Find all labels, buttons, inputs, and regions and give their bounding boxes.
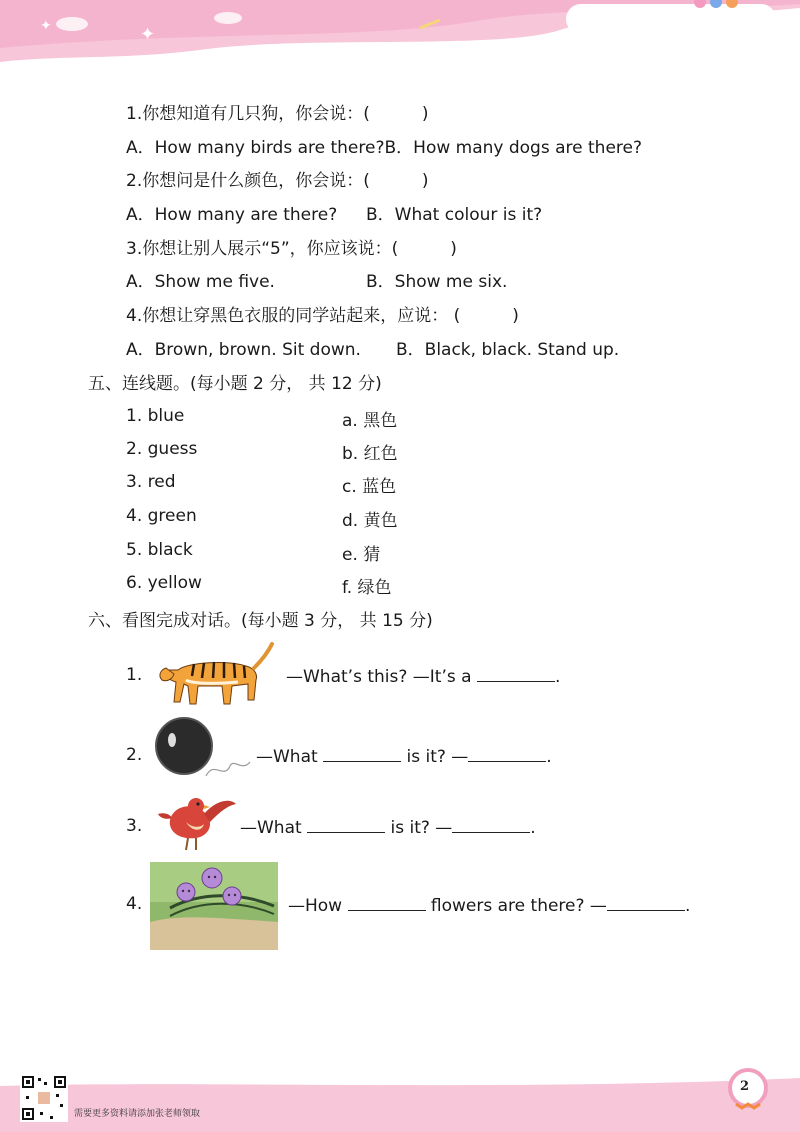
question-3-option-b: B．Show me six. — [366, 272, 508, 292]
red-bird-picture-icon — [156, 792, 238, 854]
item-1-number: 1. — [126, 665, 143, 685]
tiger-picture-icon — [158, 640, 276, 712]
option-a: A．How many are there? — [126, 205, 338, 225]
match-left-item: 4. green — [126, 506, 197, 526]
answer-blank[interactable] — [468, 745, 546, 762]
match-right-item: e. 猜 — [342, 545, 381, 565]
question-2-stem: 2.你想问是什么颜色，你会说：( ) — [126, 171, 429, 191]
question-3-option-a: A．Show me five. — [126, 272, 275, 292]
answer-blank[interactable] — [307, 816, 385, 833]
match-left-item: 1. blue — [126, 406, 185, 426]
black-ball-picture-icon — [154, 716, 254, 782]
question-1-stem: 1.你想知道有几只狗，你会说：( ) — [126, 104, 429, 124]
svg-text:✦: ✦ — [40, 18, 52, 34]
question-2-option-b: B．What colour is it? — [366, 205, 543, 225]
item-2-number: 2. — [126, 745, 143, 765]
section-6-title: 六、看图完成对话。(每小题 3 分， 共 15 分) — [88, 611, 433, 631]
answer-blank[interactable] — [477, 665, 555, 682]
item-1-sentence: —What’s this? —It’s a . — [286, 667, 561, 687]
item-2-sentence: —What is it? — . — [256, 747, 552, 767]
flowers-picture-icon — [150, 862, 278, 950]
question-3-stem: 3.你想让别人展示“5”，你应该说：( ) — [126, 239, 457, 259]
answer-blank[interactable] — [323, 745, 401, 762]
question-1-options — [126, 136, 642, 160]
svg-text:✦: ✦ — [140, 24, 156, 45]
match-left-item: 6. yellow — [126, 573, 202, 593]
answer-blank[interactable] — [348, 894, 426, 911]
question-4-option-a: A．Brown, brown. Sit down. — [126, 340, 361, 360]
match-right-item: a. 黑色 — [342, 411, 398, 431]
footer-note: 需要更多资料请添加张老师领取 — [74, 1109, 201, 1119]
item-4-number: 4. — [126, 894, 143, 914]
item-4-sentence: —How flowers are there? — . — [288, 896, 691, 916]
option-a: A．How many birds are there? — [126, 138, 385, 158]
match-left-item: 5. black — [126, 540, 193, 560]
match-right-item: d. 黄色 — [342, 511, 398, 531]
page-number: 2 — [740, 1079, 750, 1094]
question-4-option-b: B．Black, black. Stand up. — [396, 340, 620, 360]
match-left-item: 3. red — [126, 472, 176, 492]
qr-code-icon — [20, 1074, 68, 1122]
section-5-title: 五、连线题。(每小题 2 分， 共 12 分) — [88, 374, 382, 394]
match-right-item: c. 蓝色 — [342, 477, 397, 497]
answer-blank[interactable] — [607, 894, 685, 911]
header-decoration — [0, 0, 800, 70]
question-4-stem: 4.你想让穿黑色衣服的同学站起来，应说： ( ) — [126, 306, 519, 326]
match-right-item: b. 红色 — [342, 444, 398, 464]
item-3-sentence: —What is it? — . — [240, 818, 536, 838]
footer-decoration — [0, 1072, 800, 1132]
item-3-number: 3. — [126, 816, 143, 836]
answer-blank[interactable] — [452, 816, 530, 833]
match-left-item: 2. guess — [126, 439, 198, 459]
question-2-options — [126, 203, 337, 227]
match-right-item: f. 绿色 — [342, 578, 392, 598]
option-b: B．How many dogs are there? — [384, 138, 643, 158]
